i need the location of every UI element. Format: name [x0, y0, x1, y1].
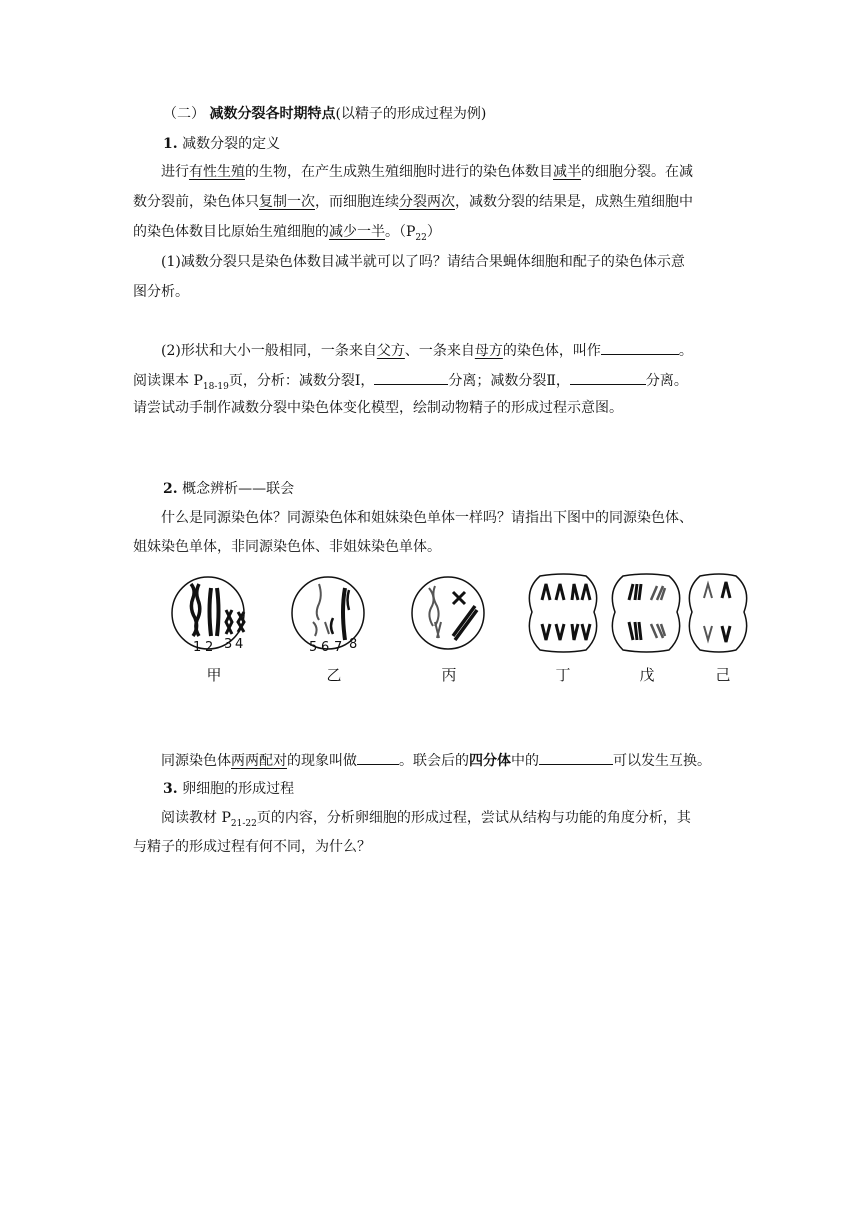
cell-ji	[689, 574, 746, 652]
q2-synapsis-line: 同源染色体两两配对的现象叫做 。联会后的四分体中的 可以发生互换。	[161, 750, 771, 771]
q1-para-line1: 进行有性生殖的生物，在产生成熟生殖细胞时进行的染色体数目减半的细胞分裂。在减	[161, 164, 693, 180]
q3-title	[163, 779, 773, 799]
chrom-num-8: 8	[349, 637, 358, 652]
answer-blank-meiosis1[interactable]	[374, 370, 448, 385]
q2-number: 2.	[163, 481, 178, 497]
label-ji: 己	[715, 666, 731, 684]
keyword-replicate-once: 复制一次	[259, 194, 315, 210]
q3-line2: 与精子的形成过程有何不同，为什么？	[133, 839, 371, 855]
answer-blank-meiosis2[interactable]	[570, 370, 646, 385]
cell-wu	[612, 574, 679, 652]
q1-para-line2: 数分裂前，染色体只复制一次，而细胞连续分裂两次，减数分裂的结果是，成熟生殖细胞中	[133, 194, 693, 210]
chrom-num-3: 3	[224, 637, 233, 652]
chrom-num-2: 2	[205, 640, 214, 655]
q2-line1: 什么是同源染色体？同源染色体和姐妹染色单体一样吗？请指出下图中的同源染色体、	[161, 510, 693, 526]
q1-sub1-line2: 图分析。	[133, 284, 189, 300]
label-bing: 丙	[441, 666, 457, 684]
q1-sub2-line3: 请尝试动手制作减数分裂中染色体变化模型，绘制动物精子的形成过程示意图。	[133, 400, 623, 416]
label-ding: 丁	[555, 666, 571, 684]
q2-line2: 姐妹染色单体，非同源染色体、非姐妹染色单体。	[133, 539, 441, 555]
keyword-sexual-reproduction: 有性生殖	[189, 164, 245, 180]
heading-bold: 减数分裂各时期特点	[209, 106, 336, 122]
cell-bing	[412, 577, 484, 649]
q1-sub1-line1: (1)减数分裂只是染色体数目减半就可以了吗？请结合果蝇体细胞和配子的染色体示意	[161, 254, 685, 270]
q1-title-text: 减数分裂的定义	[182, 136, 281, 152]
q1-sub2-line1: (2)形状和大小一般相同，一条来自父方、一条来自母方的染色体，叫作 。	[161, 340, 771, 361]
chrom-num-6: 6	[321, 640, 330, 655]
chromosome-figure	[165, 570, 755, 690]
chrom-num-7: 7	[334, 640, 343, 655]
answer-blank-exchange[interactable]	[539, 750, 613, 765]
q2-title	[163, 479, 773, 499]
keyword-halved: 减半	[553, 164, 581, 180]
label-yi: 乙	[326, 666, 342, 684]
keyword-father: 父方	[376, 343, 405, 359]
keyword-tetrad: 四分体	[469, 753, 511, 769]
cell-jia	[172, 577, 244, 649]
chrom-num-4: 4	[235, 637, 244, 652]
q1-para-line3: 的染色体数目比原始生殖细胞的减少一半。$(P_{22})$	[133, 224, 441, 243]
keyword-reduce-half: 减少一半	[329, 224, 385, 240]
keyword-divide-twice: 分裂两次	[399, 194, 455, 210]
chrom-num-5: 5	[309, 640, 318, 655]
q3-title-text: 卵细胞的形成过程	[182, 781, 295, 797]
cell-ding	[529, 574, 596, 652]
keyword-mother: 母方	[474, 343, 503, 359]
keyword-pairing: 两两配对	[231, 753, 287, 769]
heading-prefix: （二）	[163, 106, 205, 122]
q1-number: 1.	[163, 136, 178, 152]
q3-number: 3.	[163, 781, 178, 797]
q3-line1: 阅读教材 $P_{21-22}$页的内容，分析卵细胞的形成过程，尝试从结构与功能的角度分析，其	[161, 810, 691, 829]
chromosome-cells-svg	[165, 570, 755, 665]
heading-suffix: (以精子的形成过程为例)	[335, 106, 487, 122]
q2-title-text: 概念辨析——联会	[182, 481, 295, 497]
chrom-num-1: 1	[193, 640, 202, 655]
q1-title	[163, 134, 773, 154]
label-jia: 甲	[206, 666, 222, 684]
label-wu: 戊	[639, 666, 655, 684]
q1-sub2-line2: 阅读课本 $P_{18-19}$页，分析：减数分裂Ⅰ， 分离；减数分裂Ⅱ， 分离。	[133, 370, 743, 397]
section-heading	[163, 104, 773, 124]
answer-blank-homologous[interactable]	[601, 340, 679, 355]
answer-blank-synapsis[interactable]	[357, 750, 399, 765]
